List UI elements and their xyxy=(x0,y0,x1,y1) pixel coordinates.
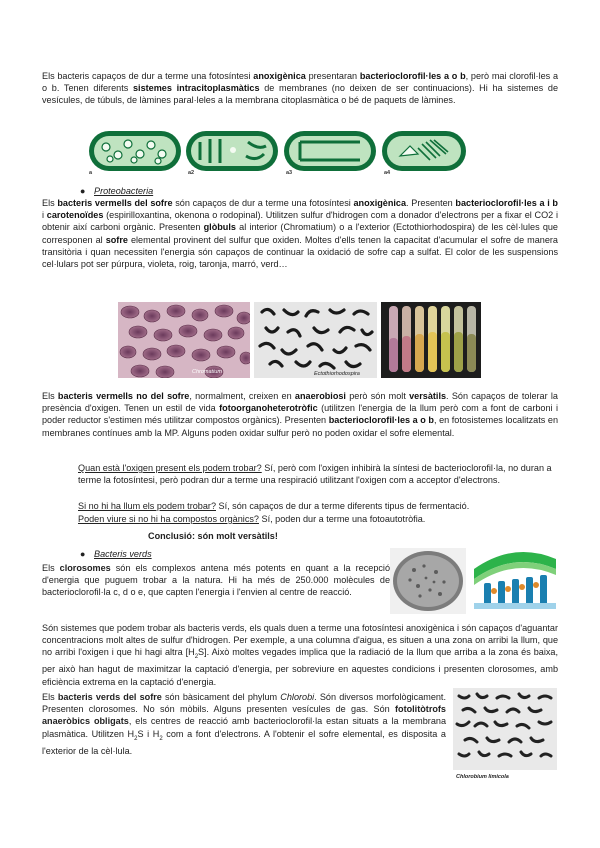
chlorobium-micrograph xyxy=(453,688,557,770)
conclusion-text: Conclusió: són molt versàtils! xyxy=(148,531,278,541)
label-a1: a xyxy=(89,170,93,176)
green-bacteria-habitat-paragraph: Són sistemes que podem trobar als bacteris verds, els quals duen a terme una fotosíntesi anoxigènica i són capaços d'aguantar concentracions molt altes de sulfur d'hidrogen. Per exemple, a una columna d'aigua, es situen a una zona on arribi la llum, que no arribi l'oxigen i que hi hagi altra $[H_2S]$. Això moltes vegades implica que la radiació de la llum que arriba a la zona és baixa, per això han hagut de maximitzar la captació d'energia, per sobreviure en aquestes condicions i presenten clorosomes, amb eficiència extrema en la captació d'energia. xyxy=(42,623,558,687)
caption-chromatium: Chromatium xyxy=(192,369,222,375)
section-heading-proteobacteria: ● Proteobacteria xyxy=(80,186,154,196)
intro-paragraph: Els bacteris capaços de dur a terme una fotosíntesi anoxigènica presentaran bacterioclorofil·les a o b, però mai clorofil·les a o b. Tenen diferents sistemes intracitoplasmàtics de membranes (no deixen de ser continuacions). Hi ha sistemes de vesícules, de túbuls, de làmines paral·leles a la membrana citoplasmàtica o bé de paquets de làmines. xyxy=(42,71,559,106)
membrane-systems-figure xyxy=(88,130,468,176)
qa-item-organic: Poden viure si no hi ha compostos orgànics? Sí, poden dur a terme una fotoautotròfia. xyxy=(78,514,426,524)
label-a3: a3 xyxy=(286,170,293,176)
chlorosome-diagram xyxy=(468,543,560,613)
qa-item-oxygen: Quan està l'oxigen present els podem trobar? Sí, però com l'oxigen inhibirà la síntesi de bacterioclorofil·la, no duran a terme la fotosíntesi, però podran dur a terme una respiració utilitzant l'oxigen com a acceptor d'electrons. xyxy=(78,463,552,486)
caption-ectothiorhodospira: Ectothiorhodospira xyxy=(314,371,360,377)
qa-item-light: Si no hi ha llum els podem trobar? Sí, són capaços de dur a terme diferents tipus de fermentació. xyxy=(78,501,470,511)
chlorosome-micrograph xyxy=(390,548,466,614)
chlorosomes-paragraph: Els clorosomes són els complexos antena més potents en quant a la recepció d'energia que puguem trobar a la natura. Hi ha més de 250.000 molècules de bacterioclorofil·la c, d o e, que capten l'energia i l'envien al centre de reacció. xyxy=(42,563,390,598)
caption-chlorobium: Chlorobium limicola xyxy=(456,774,509,780)
label-a4: a4 xyxy=(384,170,391,176)
chromatium-micrograph xyxy=(118,302,250,378)
ectothiorhodospira-micrograph xyxy=(254,302,377,378)
section-heading-green-bacteria: ● Bacteris verds xyxy=(80,549,152,559)
green-sulfur-paragraph: Els bacteris verds del sofre són bàsicament del phylum Chlorobi. Són diversos morfològicament. Presenten clorosomes. No són mòbils. Alguns presenten vesícules de gas. Són fotolitòtrofs anaeròbics obligats, els centres de reacció amb bacterioclorofil·la estan situats a la membrana plasmàtica. Utilitzen $H_2S$ i $H_2$ com a font d'electrons. A l'obtenir el sofre elemental, es disposita a l'exterior de la cèl·lula. xyxy=(42,692,447,756)
culture-tubes-photo xyxy=(381,302,481,378)
purple-nonsulfur-paragraph: Els bacteris vermells no del sofre, normalment, creixen en anaerobiosi però són molt versàtils. Són capaços de tolerar la presència d'oxigen. Tenen un estil de vida fotoorganoheterotròfic (utilitzen l'energia de la llum però com a font de carboni i poder reductor s'estimen més utilitzar compostos orgànics). Presenten bacterioclorofil·les a o b, en fotosistemes localitzats en membranes contínues amb la MP. Alguns poden oxidar sulfur però no poden oxidar el sofre elemental. xyxy=(42,391,559,438)
proteobacteria-paragraph: Els bacteris vermells del sofre són capaços de dur a terme una fotosíntesi anoxigènica. Presenten bacterioclorofil·les a i b i carotenoïdes (espirilloxantina, okenona o rodopinal). Utilitzen sulfur d'hidrogen com a donador d'electrons per a fixar el CO2 i obtenir així carboni orgànic. Presenten glòbuls al interior (Chromatium) o a l'exterior (Ectothiorhodospira) de les cèl·lules que corresponen al sofre elemental provinent del sulfur que oxiden. Moltes d'ells tenen la capacitat d'acumular el sofre de manera transitòria i quan necessiten l'energia són capaços de continuar la oxidació de sofre cap a sulfat. El color de les suspensions cel·lulars pot ser púrpura, violeta, roig, taronja, marró, verd… xyxy=(42,198,559,270)
label-a2: a2 xyxy=(188,170,195,176)
